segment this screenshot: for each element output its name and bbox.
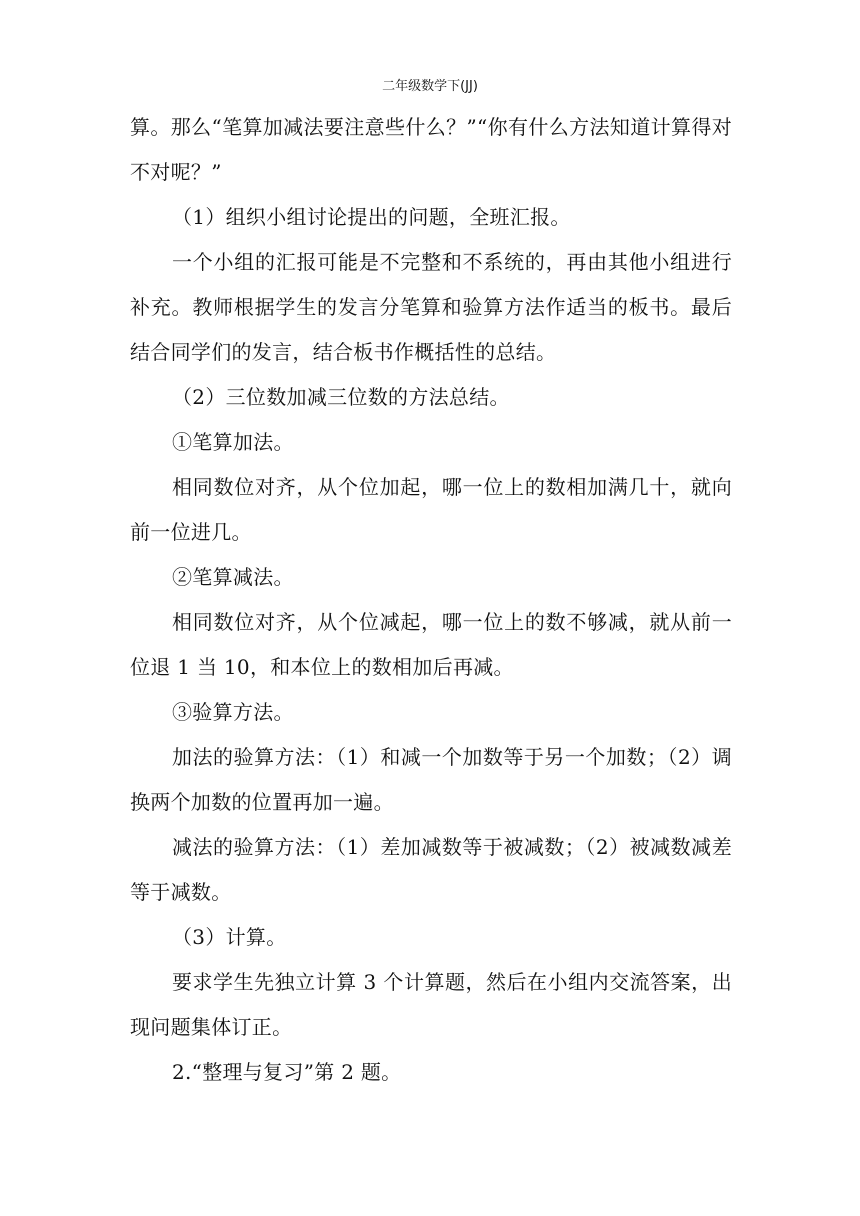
paragraph: 相同数位对齐，从个位加起，哪一位上的数相加满几十，就向前一位进几。: [130, 475, 732, 544]
paragraph: 算。那么“笔算加减法要注意些什么？”“你有什么方法知道计算得对不对呢？”: [130, 115, 732, 184]
paragraph: 一个小组的汇报可能是不完整和不系统的，再由其他小组进行补充。教师根据学生的发言分笔算和验算方法作适当的板书。最后结合同学们的发言，结合板书作概括性的总结。: [130, 250, 732, 364]
paragraph: 2.“整理与复习”第 2 题。: [172, 1060, 402, 1084]
paragraph: 要求学生先独立计算 3 个计算题，然后在小组内交流答案，出现问题集体订正。: [130, 970, 732, 1039]
paragraph: 减法的验算方法：（1）差加减数等于被减数；（2）被减数减差等于减数。: [130, 835, 732, 904]
paragraph: 加法的验算方法：（1）和减一个加数等于另一个加数；（2）调换两个加数的位置再加一遍。: [130, 745, 732, 814]
paragraph: （3）计算。: [172, 925, 287, 949]
page-header: 二年级数学下(JJ): [382, 79, 478, 94]
paragraph: ②笔算减法。: [172, 565, 294, 589]
paragraph: 相同数位对齐，从个位减起，哪一位上的数不够减，就从前一位退 1 当 10，和本位上的数相加后再减。: [130, 610, 732, 679]
paragraph: （1）组织小组讨论提出的问题，全班汇报。: [172, 205, 571, 229]
paragraph: （2）三位数加减三位数的方法总结。: [172, 385, 510, 409]
paragraph: ③验算方法。: [172, 700, 294, 724]
paragraph: ①笔算加法。: [172, 430, 294, 454]
document-body: [130, 105, 732, 1095]
